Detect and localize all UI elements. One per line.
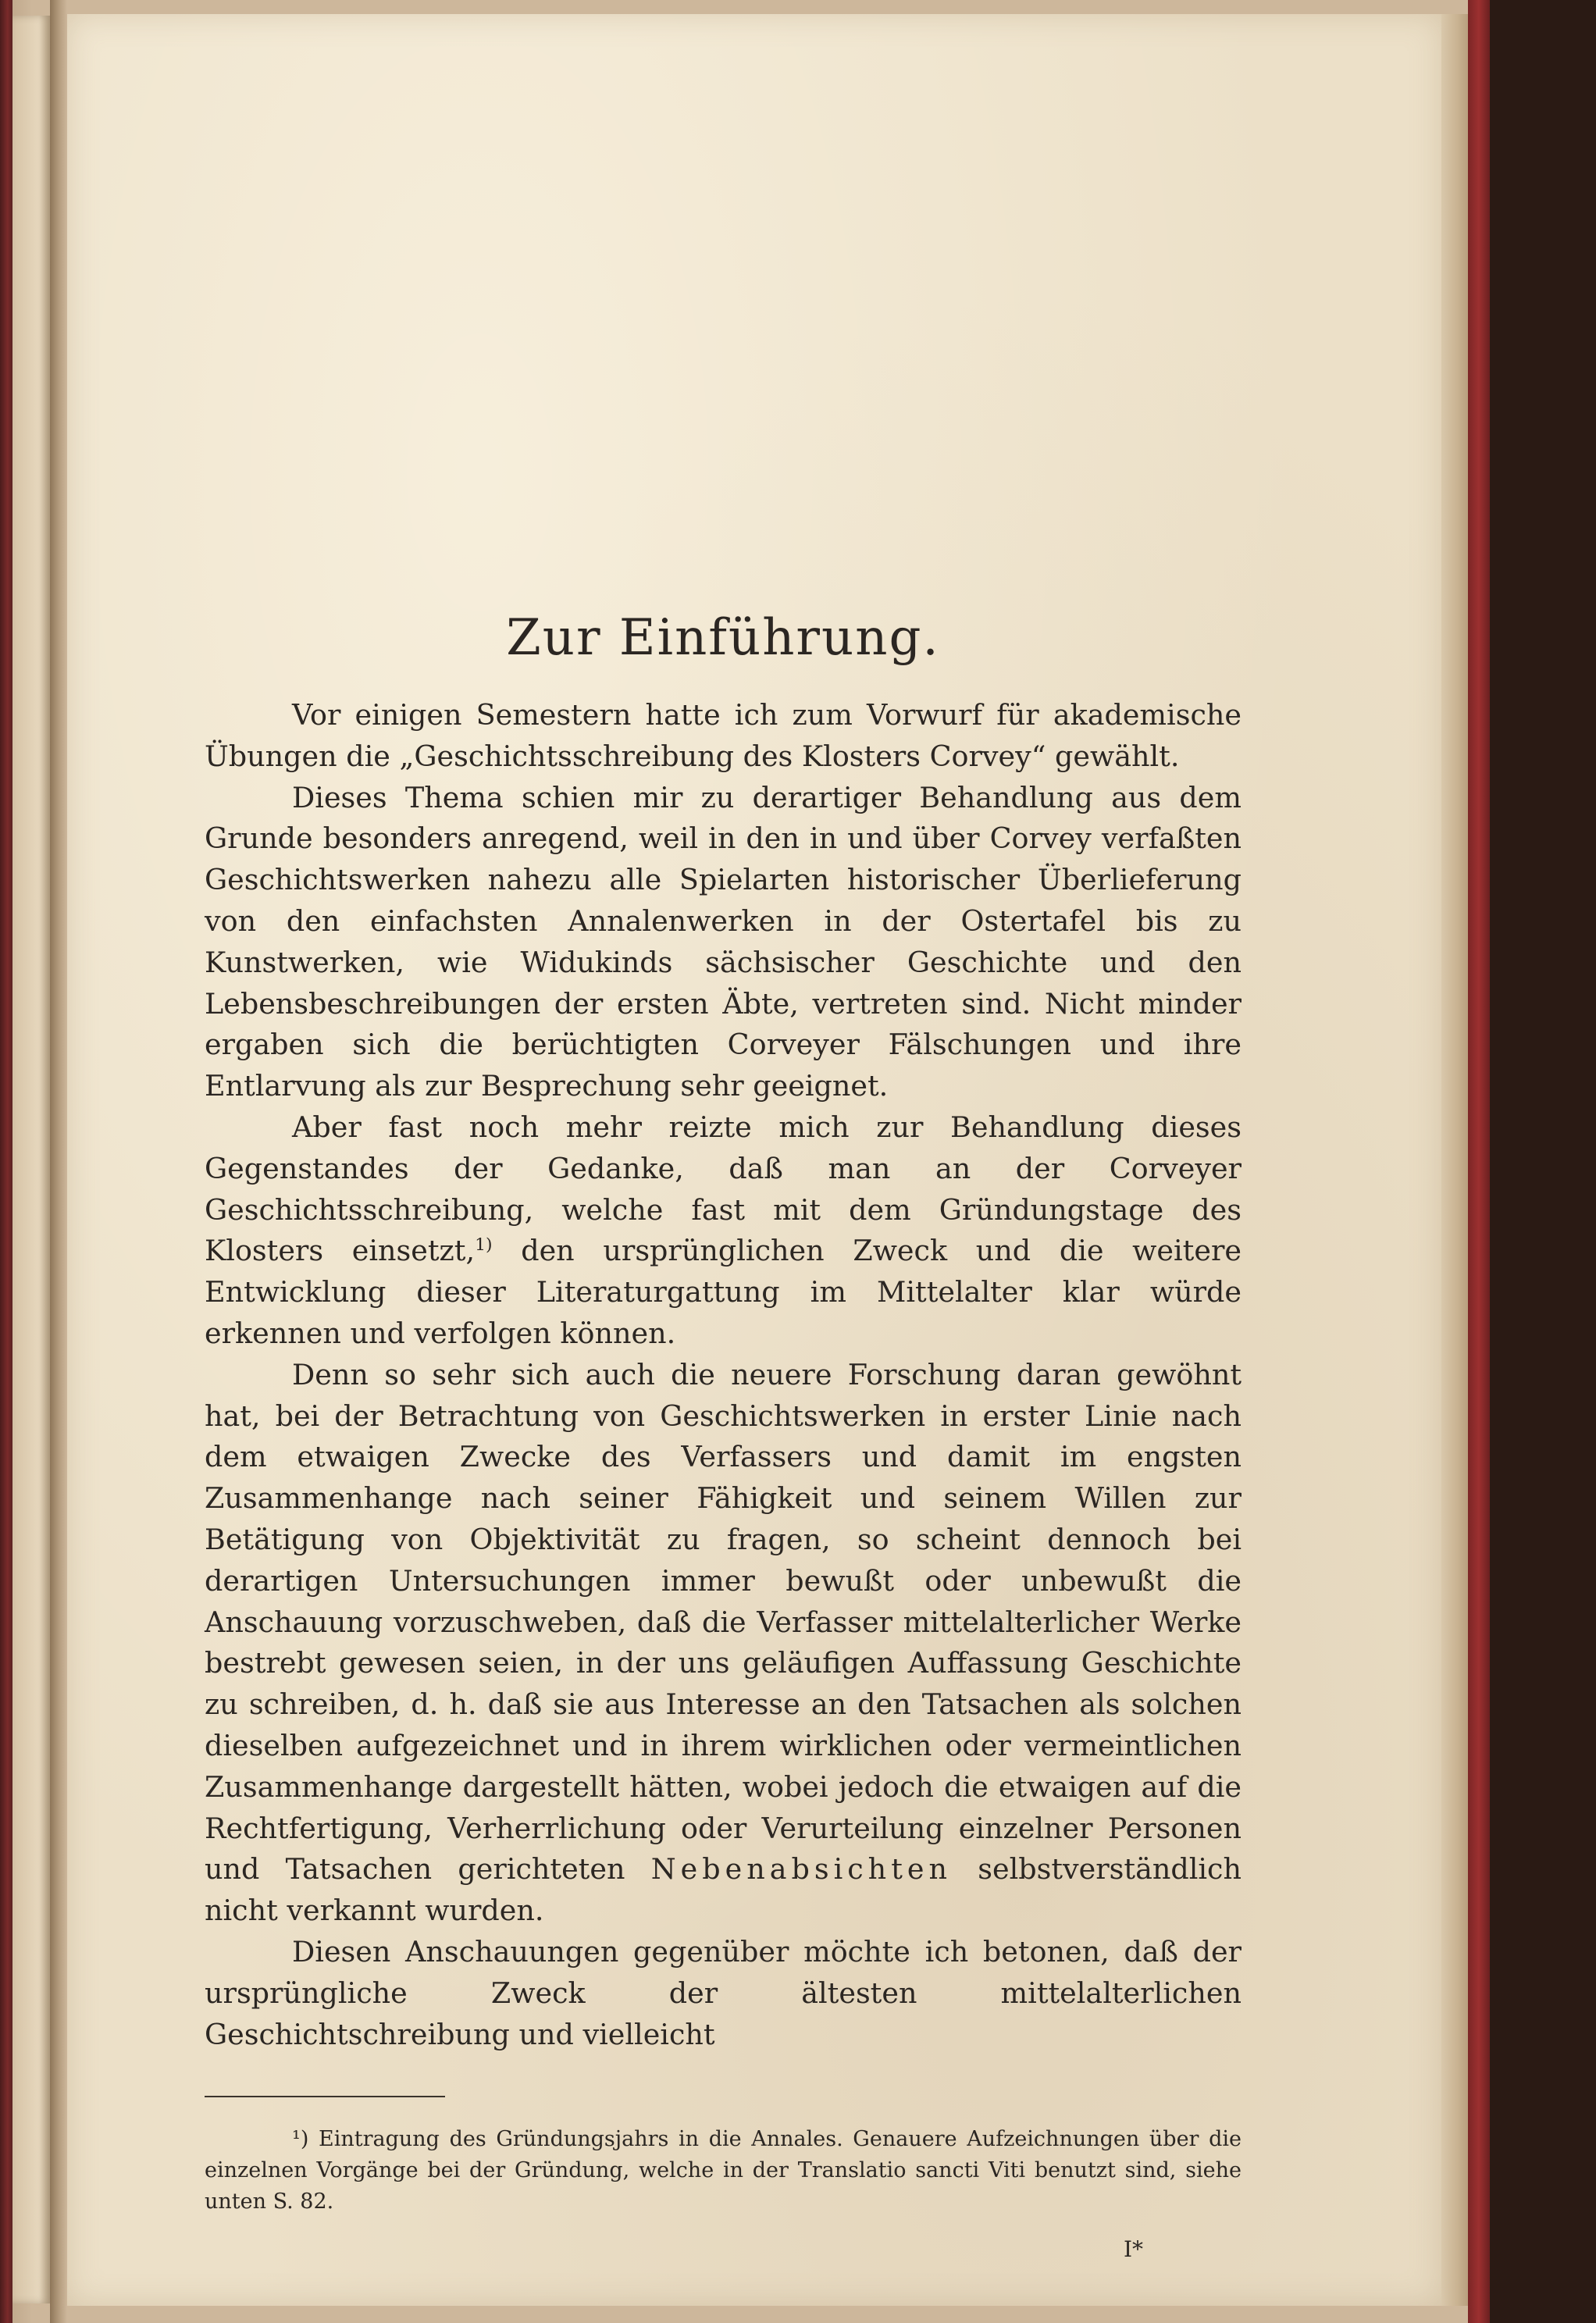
binding-edge-left [0,0,12,2323]
footnote-divider [205,2096,445,2097]
page-stack-edge [1441,14,1468,2306]
chapter-title: Zur Einführung. [506,609,940,667]
paragraph-3-text-a: Aber fast noch mehr reizte mich zur Behandlung dieses Gegenstandes der Gedanke, daß man an der Corveyer Geschichtsschreibung, welche fast mit dem Gründungstage des Klosters einsetzt, [205,1110,1242,1268]
paragraph-4 [205,1355,1242,1932]
paragraph-1: Vor einigen Semestern hatte ich zum Vorwurf für akademische Übungen die „Geschichtsschreibung des Klosters Corvey“ gewählt. [205,698,1242,773]
sheet-signature: I* [1123,2236,1143,2263]
scan-dark-margin [1490,0,1596,2323]
footnote-reference: 1) [475,1235,493,1256]
binding-edge-right [1468,0,1490,2323]
left-page-edge [12,16,50,2303]
emphasized-word: Nebenabsichten [650,1852,952,1887]
page-content [205,609,1242,2262]
paragraph-4-end: selbstverständlich nicht verkannt wurden. [205,1852,1242,1928]
footnote-text: ¹) Eintragung des Gründungsjahrs in die Annales. Genauere Aufzeichnungen über die einzelnen Vorgänge bei der Gründung, welche in der Translatio sancti Viti benutzt sind, siehe unten S. 82. [205,2127,1242,2214]
page-gutter [50,0,67,2323]
paragraph-4-text: Denn so sehr sich auch die neuere Forschung daran gewöhnt hat, bei der Betrachtung von Geschichtswerken in erster Linie nach dem etwaigen Zwecke des Verfassers und damit im engsten Zusammenhange nach seiner Fähigkeit und seinem Willen zur Betätigung von Objektivität zu fragen, so scheint dennoch bei derartigen Untersuchungen immer bewußt oder unbewußt die Anschauung vorzuschweben, daß die Verfasser mittelalterlicher Werke bestrebt gewesen seien, in der uns geläufigen Auffassung Geschichte zu schreiben, d. h. daß sie aus Interesse an den Tatsachen als solchen dieselben aufgezeichnet und in ihrem wirklichen oder vermeintlichen Zusammenhange dargestellt hätten, wobei jedoch die etwaigen auf die Rechtfertigung, Verherrlichung oder Verurteilung einzelner Personen und Tatsachen gerichteten [205,1357,1242,1887]
paragraph-3 [205,1107,1242,1355]
paragraph-5: Diesen Anschauungen gegenüber möchte ich betonen, daß der ursprüngliche Zweck der ältesten mittelalterlichen Geschichtschreibung und vielleicht [205,1934,1242,2051]
paragraph-2: Dieses Thema schien mir zu derartiger Behandlung aus dem Grunde besonders anregend, weil in den in und über Corvey verfaßten Geschichtswerken nahezu alle Spielarten historischer Überlieferung von den einfachsten Annalenwerken in der Ostertafel bis zu Kunstwerken, wie Widukinds sächsischer Geschichte und den Lebensbeschreibungen der ersten Äbte, vertreten sind. Nicht minder ergaben sich die berüchtigten Corveyer Fälschungen und ihre Entlarvung als zur Besprechung sehr geeignet. [205,780,1242,1103]
paragraph-3-text-b: den ursprünglichen Zweck und die weitere Entwicklung dieser Literaturgattung im Mittelalter klar würde erkennen und verfolgen können. [205,1234,1242,1350]
